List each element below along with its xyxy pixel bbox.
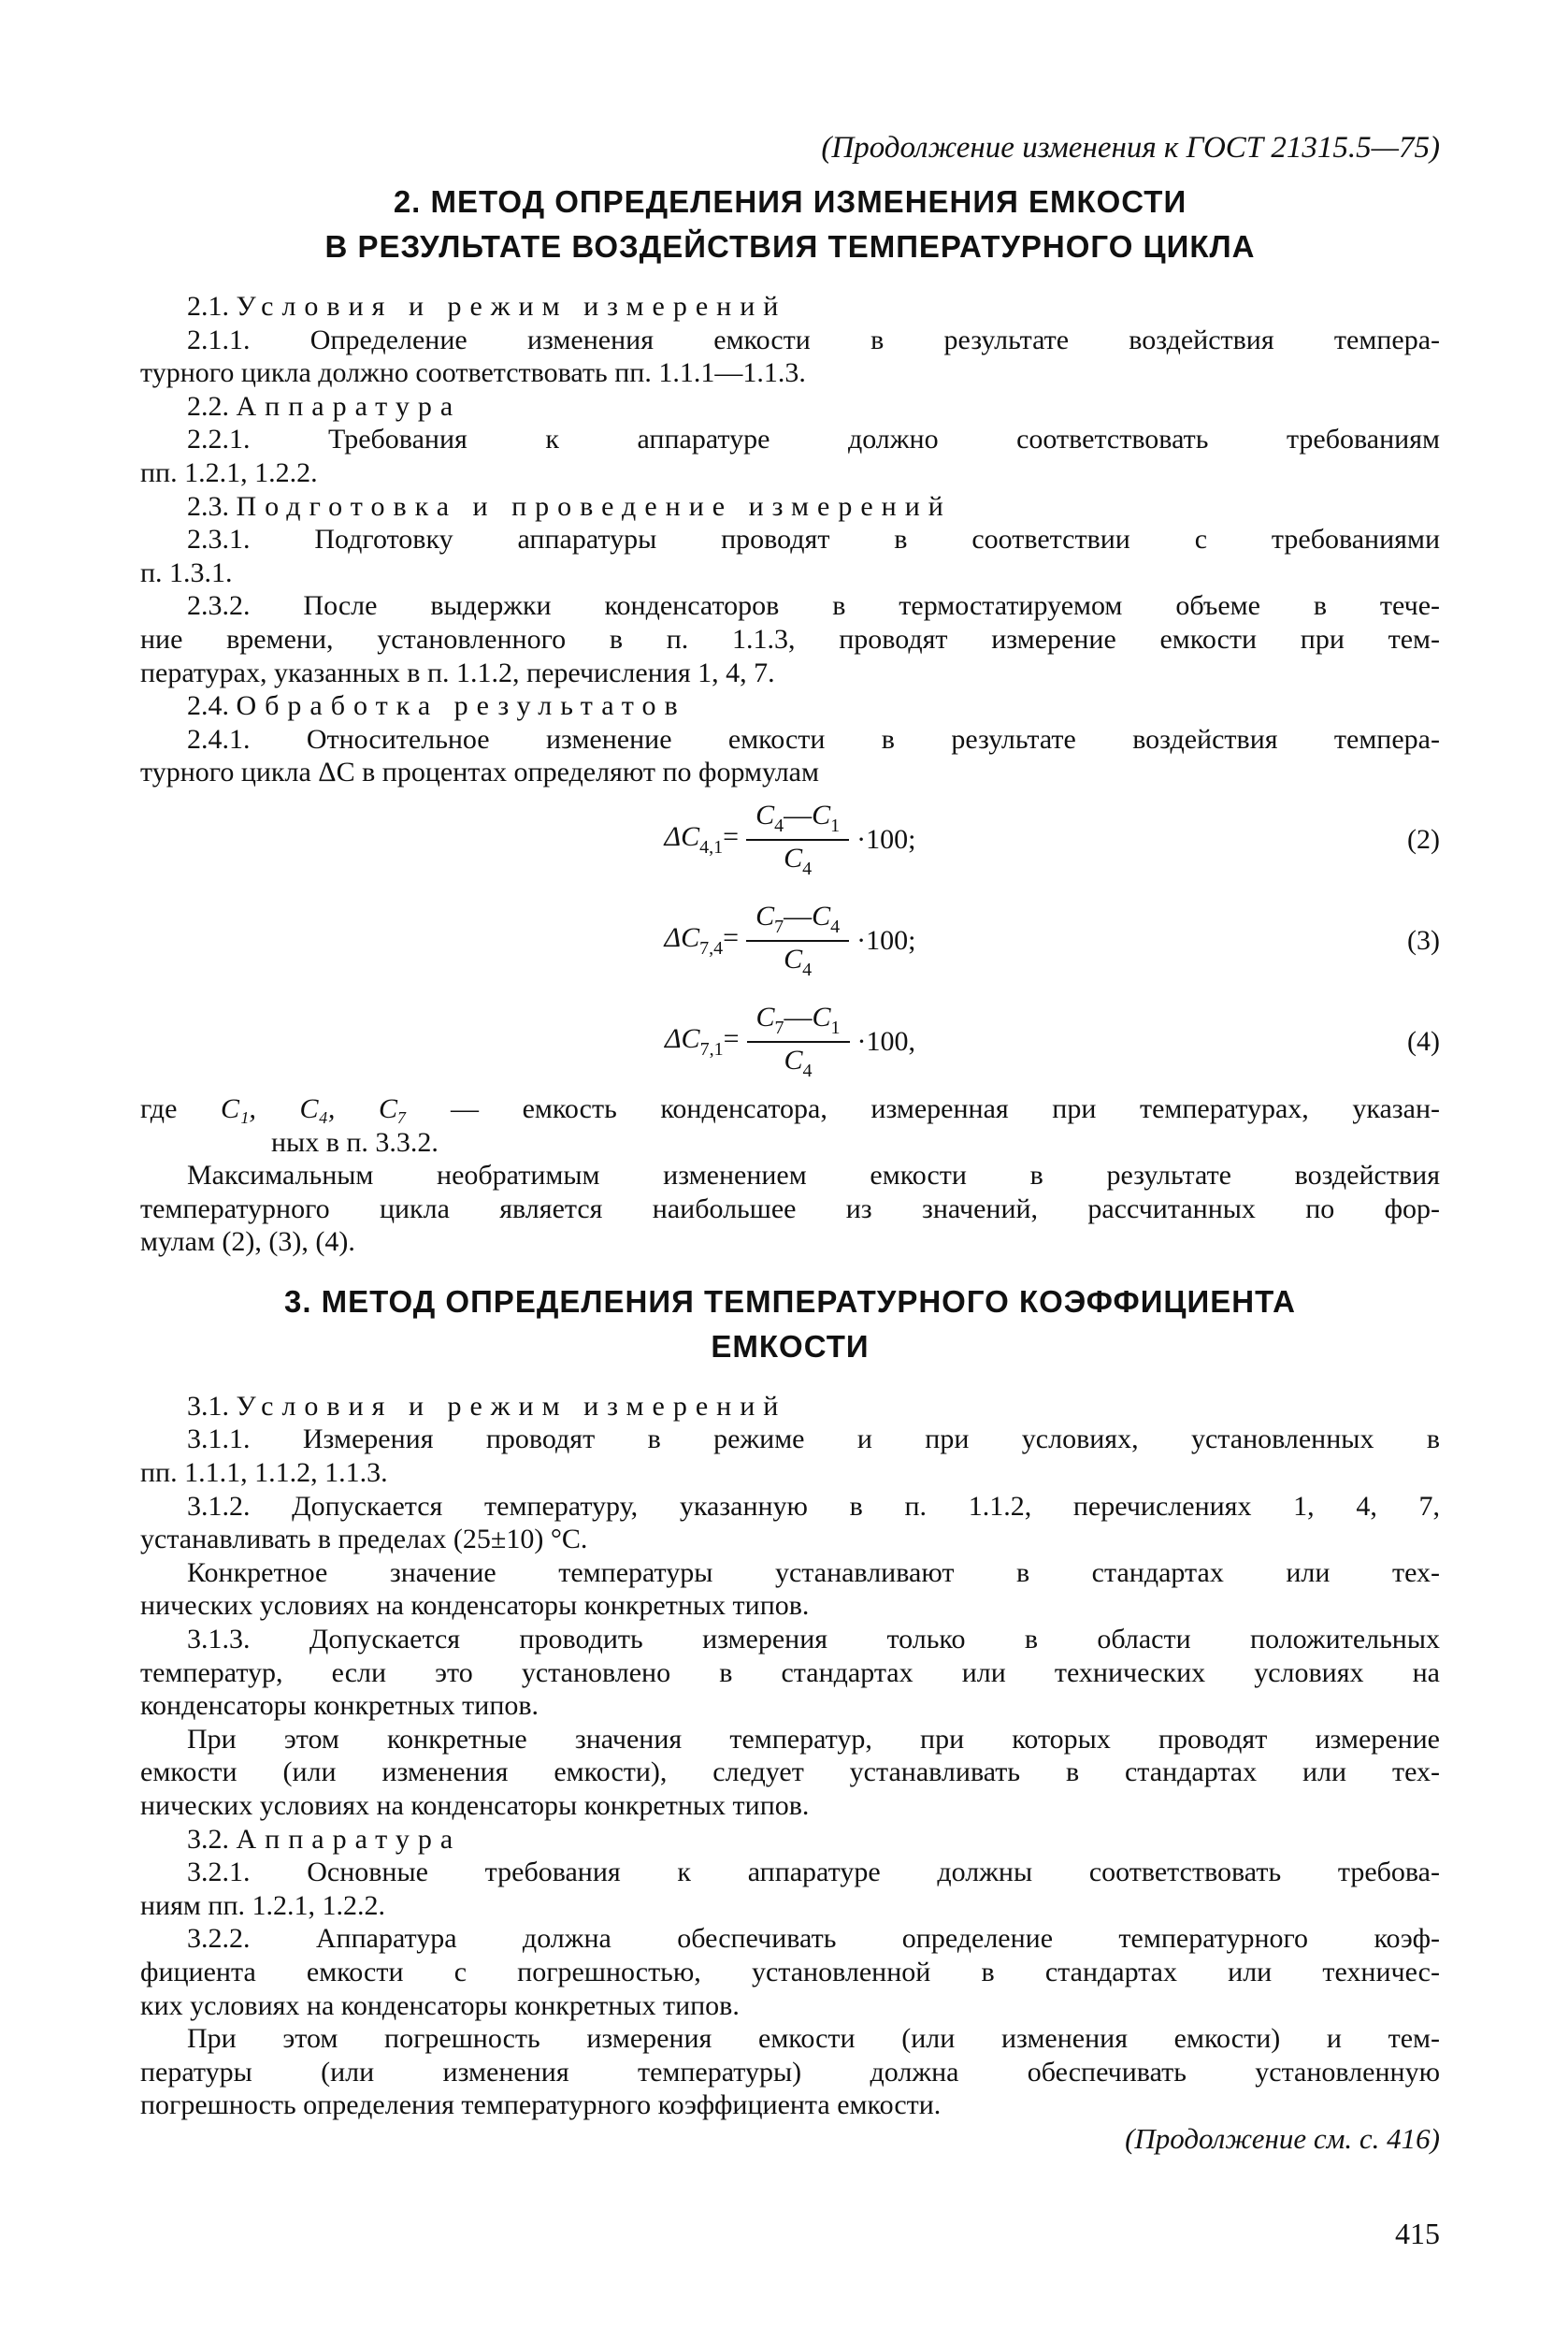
formula-symbol: C [812,1001,831,1033]
section-heading-line: В РЕЗУЛЬТАТЕ ВОЗДЕЙСТВИЯ ТЕМПЕРАТУРНОГО ЦИКЛА [324,229,1256,264]
formula-subscript: 7 [774,916,784,937]
subsection-title: Аппаратура [236,390,462,422]
spacer [140,1369,1440,1390]
denominator [784,841,812,880]
fraction [747,1002,850,1082]
page-number: 415 [1395,2217,1440,2250]
section-heading-line: 3. МЕТОД ОПРЕДЕЛЕНИЯ ТЕМПЕРАТУРНОГО КОЭФФИЦИЕНТА [283,1283,1296,1319]
legend-text: — емкость конденсатора, измеренная при температурах, указан- [451,1092,1441,1124]
document-body [140,180,1440,2156]
paragraph-line: Максимальным необратимым изменением емкости в результате воздействия [187,1160,1440,1192]
formula-symbol: C [812,900,831,932]
subsection-heading [140,1390,1440,1423]
formula-subscript: 4,1 [699,836,724,858]
paragraph-line: 3.1.3. Допускается проводить измерения только в области положительных [187,1624,1440,1655]
paragraph [140,1922,1440,2022]
paragraph-line: п. 1.3.1. [140,556,233,588]
paragraph-line: Конкретное значение температуры устанавливают в стандартах или тех- [187,1556,1440,1588]
formula-subscript: 4 [830,916,841,937]
paragraph-line: пп. 1.1.1, 1.1.2, 1.1.3. [140,1457,388,1489]
formula-symbol: C [812,799,831,831]
paragraph-line: 3.1.1. Измерения проводят в режиме и при условиях, установленных в [187,1423,1440,1455]
subsection-heading [140,689,1440,723]
paragraph-line: нических условиях на конденсаторы конкретных типов. [140,1790,810,1821]
numerator [747,1002,850,1043]
section-heading [140,1279,1440,1369]
paragraph-line: температурного цикла является наибольшее из значений, рассчитанных по фор- [140,1192,1440,1224]
paragraph [140,589,1440,689]
paragraph-line: При этом конкретные значения температур, при которых проводят измерение [187,1723,1440,1755]
paragraph [140,324,1440,390]
paragraph-line: пературы (или изменения температуры) должна обеспечивать установленную [140,2056,1440,2088]
paragraph-line: При этом погрешность измерения емкости (или изменения емкости) и тем- [187,2023,1440,2055]
subsection-number: 3.2. [187,1823,229,1855]
formula-subscript: 7 [774,1017,784,1038]
formula-symbol: C [755,1001,775,1033]
subsection-number: 2.2. [187,390,229,422]
fraction [746,800,849,880]
paragraph-line: температур, если это установлено в стандартах или технических условиях на [140,1656,1440,1688]
section-heading [140,180,1440,269]
running-header: (Продолжение изменения к ГОСТ 21315.5—75) [821,131,1440,165]
formula-lhs: $\Delta C_{7,1}=$ [664,1022,740,1060]
paragraph-line: нических условиях на конденсаторы конкретных типов. [140,1590,810,1622]
subsection-title: Подготовка и проведение измерений [236,490,952,522]
subsection-title: Обработка результатов [236,690,686,722]
legend-symbols: C₁, C₄, C₇ [220,1092,408,1124]
paragraph-line: пературах, указанных в п. 1.1.2, перечисления 1, 4, 7. [140,657,775,688]
paragraph-line: фициента емкости с погрешностью, установленной в стандартах или техничес- [140,1956,1440,1987]
subsection-number: 2.3. [187,490,229,522]
paragraph-line: 2.3.1. Подготовку аппаратуры проводят в соответствии с требованиями [187,524,1440,556]
formula-subscript: 4 [802,1060,813,1081]
formula-tail: ·100, [856,1025,916,1057]
formula-subscript: 7,1 [699,1038,724,1060]
paragraph-line: конденсаторы конкретных типов. [140,1690,539,1722]
numerator [746,901,849,942]
paragraph-line: турного цикла должно соответствовать пп. 1.1.1—1.1.3. [140,357,806,389]
subsection-heading [140,290,1440,324]
paragraph-line: 2.1.1. Определение изменения емкости в результате воздействия темпера- [187,324,1440,355]
numerator [746,800,849,841]
paragraph-line: мулам (2), (3), (4). [140,1226,355,1258]
section-heading-line: ЕМКОСТИ [711,1328,870,1364]
continued-note: (Продолжение см. с. 416) [1125,2121,1440,2155]
formula-symbol: C [784,842,803,874]
formula-lhs: $\Delta C_{4,1}=$ [664,820,740,858]
formula-tail: ·100; [856,823,916,855]
spacer [140,1259,1440,1279]
paragraph-line: устанавливать в пределах (25±10) °C. [140,1524,588,1555]
symbol-legend [140,1092,1440,1159]
formula-expression [140,789,1440,890]
fraction [746,901,849,981]
minus-sign: — [784,1001,813,1033]
formula-number: (4) [1407,1025,1440,1057]
formula-subscript: 4 [802,858,813,879]
paragraph [140,423,1440,489]
paragraph-line: 3.2.2. Аппаратура должна обеспечивать определение температурного коэф- [187,1923,1440,1955]
paragraph [140,1723,1440,1823]
paragraph [140,1623,1440,1723]
paragraph-line: турного цикла ΔC в процентах определяют по формулам [140,757,819,788]
paragraph [140,2022,1440,2122]
paragraph [140,523,1440,589]
subsection-title: Условия и режим измерений [236,1390,787,1422]
subsection-title: Аппаратура [236,1823,462,1855]
paragraph-line: 2.2.1. Требования к аппаратуре должно соответствовать требованиям [187,424,1440,455]
formula-subscript: 7,4 [699,937,724,959]
paragraph-line: пп. 1.2.1, 1.2.2. [140,456,318,488]
paragraph-line: погрешность определения температурного коэффициента емкости. [140,2089,942,2121]
symbol-legend-line [140,1092,1440,1126]
paragraph [140,1856,1440,1922]
paragraph-line: 3.1.2. Допускается температуру, указанную в п. 1.1.2, перечислениях 1, 4, 7, [187,1490,1440,1522]
subsection-heading [140,490,1440,524]
minus-sign: — [784,900,813,932]
formula-symbol: ΔC [664,1022,700,1054]
paragraph-line: 2.3.2. После выдержки конденсаторов в термостатируемом объеме в тече- [187,590,1440,622]
formula-symbol: C [784,1044,803,1076]
paragraph [140,723,1440,789]
paragraph-line: ких условиях на конденсаторы конкретных типов. [140,1989,740,2021]
paragraph-line: 2.4.1. Относительное изменение емкости в результате воздействия темпера- [187,723,1440,755]
formula-lhs: $\Delta C_{7,4}=$ [664,921,740,959]
spacer [140,269,1440,290]
paragraph-line: ниям пп. 1.2.1, 1.2.2. [140,1889,386,1921]
paragraph-line: ние времени, установленного в п. 1.1.3, проводят измерение емкости при тем- [140,623,1440,655]
legend-lead: где [140,1092,178,1124]
formula-expression [140,890,1440,991]
paragraph [140,1556,1440,1623]
paragraph-line: емкости (или изменения емкости), следует устанавливать в стандартах или тех- [140,1756,1440,1788]
formula-symbol: ΔC [664,820,700,852]
formula-subscript: 1 [830,1017,841,1038]
formula-number: (3) [1407,924,1440,956]
formula-subscript: 4 [774,815,784,836]
paragraph [140,1490,1440,1556]
subsection-title: Условия и режим измерений [236,291,787,322]
formula-tail: ·100; [856,924,916,956]
formula-symbol: C [784,943,803,975]
formula [140,789,1440,890]
denominator [784,942,812,981]
formula-symbol: C [755,900,775,932]
subsection-number: 2.1. [187,291,229,322]
formula-symbol: C [755,799,775,831]
formula-symbol: ΔC [664,921,700,953]
minus-sign: — [784,799,813,831]
subsection-heading [140,1823,1440,1857]
formula-subscript: 1 [830,815,841,836]
symbol-legend-continuation: ных в п. 3.3.2. [271,1126,439,1158]
subsection-number: 3.1. [187,1390,229,1422]
formula-subscript: 4 [802,959,813,980]
denominator [784,1043,813,1082]
section-heading-line: 2. МЕТОД ОПРЕДЕЛЕНИЯ ИЗМЕНЕНИЯ ЕМКОСТИ [393,184,1187,219]
paragraph [140,1159,1440,1259]
formula-expression [140,991,1440,1092]
formula-number: (2) [1407,823,1440,855]
subsection-heading [140,390,1440,424]
formula [140,890,1440,991]
subsection-number: 2.4. [187,690,229,722]
formula [140,991,1440,1092]
paragraph [140,1423,1440,1489]
paragraph-line: 3.2.1. Основные требования к аппаратуре должны соответствовать требова- [187,1857,1440,1888]
